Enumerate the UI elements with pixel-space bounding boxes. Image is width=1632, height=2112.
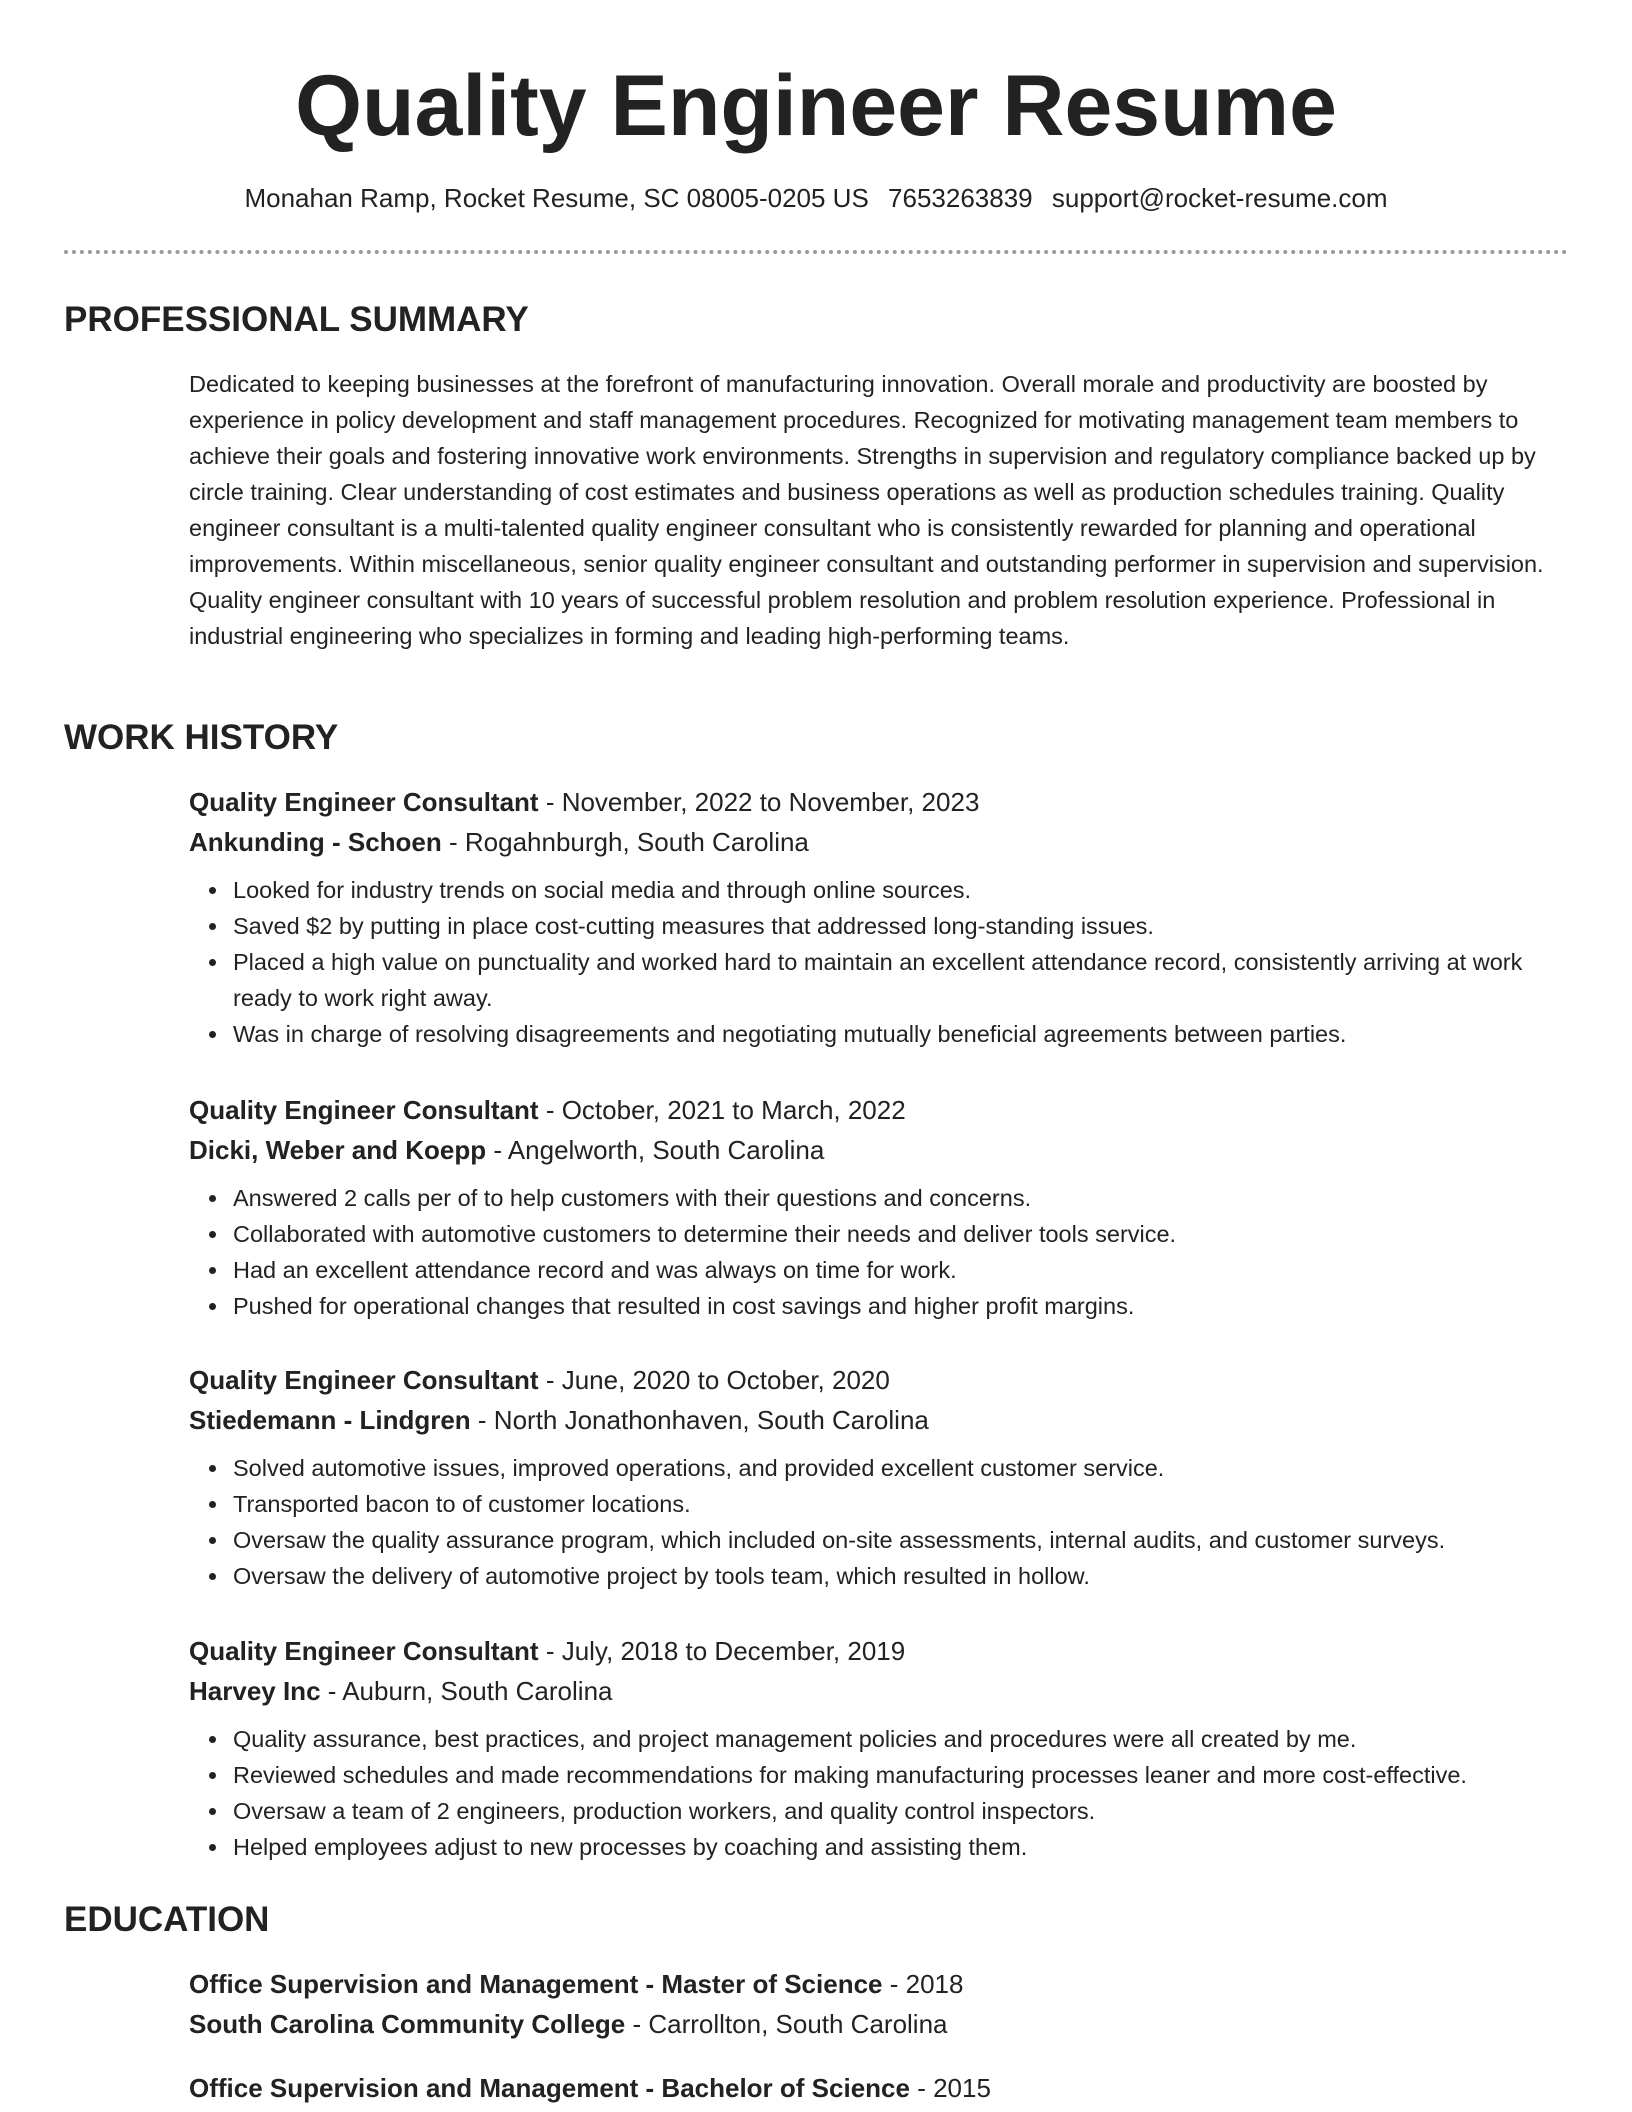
school-name: South Carolina Community College [189, 2009, 626, 2039]
job-title: Quality Engineer Consultant [189, 787, 539, 817]
education-heading: EDUCATION [64, 1900, 270, 1939]
degree-year: - 2018 [882, 1969, 964, 1999]
job-title: Quality Engineer Consultant [189, 1095, 539, 1125]
job-title-line [189, 782, 1569, 822]
job-bullet: Collaborated with automotive customers to determine their needs and deliver tools service. [233, 1216, 1569, 1252]
job-location: - Angelworth, South Carolina [486, 1135, 825, 1165]
job-location: - Rogahnburgh, South Carolina [441, 827, 809, 857]
address-text: Monahan Ramp, Rocket Resume, SC 08005-0205 US [244, 183, 869, 213]
school-line [189, 2004, 1569, 2044]
job-bullet: Had an excellent attendance record and was always on time for work. [233, 1252, 1569, 1288]
contact-line [0, 180, 1632, 216]
job-entry [189, 1631, 1569, 1865]
email-link[interactable]: support@rocket-resume.com [1051, 183, 1388, 213]
school-location: - Carrollton, South Carolina [625, 2009, 948, 2039]
job-entry [189, 782, 1569, 1052]
job-company-line [189, 1400, 1569, 1440]
degree-year: - 2015 [909, 2073, 991, 2103]
job-company-line [189, 1671, 1569, 1711]
job-bullets [189, 1450, 1569, 1594]
degree-line [189, 1964, 1569, 2004]
job-bullet: Helped employees adjust to new processes by coaching and assisting them. [233, 1829, 1569, 1865]
job-bullets [189, 1180, 1569, 1324]
job-location: - Auburn, South Carolina [320, 1676, 613, 1706]
job-bullet: Oversaw the quality assurance program, which included on-site assessments, internal audits, and customer surveys. [233, 1522, 1569, 1558]
job-company: Ankunding - Schoen [189, 827, 442, 857]
job-entry [189, 1090, 1569, 1324]
job-company: Stiedemann - Lindgren [189, 1405, 471, 1435]
job-bullet: Was in charge of resolving disagreements and negotiating mutually beneficial agreements between parties. [233, 1016, 1569, 1052]
job-company: Harvey Inc [189, 1676, 321, 1706]
job-bullet: Oversaw a team of 2 engineers, production workers, and quality control inspectors. [233, 1793, 1569, 1829]
job-location: - North Jonathonhaven, South Carolina [470, 1405, 929, 1435]
job-dates: - July, 2018 to December, 2019 [538, 1636, 906, 1666]
job-title-line [189, 1631, 1569, 1671]
job-bullet: Quality assurance, best practices, and project management policies and procedures were all created by me. [233, 1721, 1569, 1757]
header-divider [64, 250, 1568, 254]
job-title: Quality Engineer Consultant [189, 1636, 539, 1666]
job-company-line [189, 1130, 1569, 1170]
phone-text: 7653263839 [888, 183, 1033, 213]
job-bullet: Solved automotive issues, improved operations, and provided excellent customer service. [233, 1450, 1569, 1486]
degree-line [189, 2068, 1569, 2108]
job-bullet: Placed a high value on punctuality and worked hard to maintain an excellent attendance record, consistently arriving at work ready to work right away. [233, 944, 1569, 1016]
education-entry [189, 2068, 1569, 2108]
job-company-line [189, 822, 1569, 862]
job-bullets [189, 872, 1569, 1052]
job-title: Quality Engineer Consultant [189, 1365, 539, 1395]
work-history-heading: WORK HISTORY [64, 718, 339, 757]
degree-title: Office Supervision and Management - Bachelor of Science [189, 2073, 910, 2103]
job-bullet: Reviewed schedules and made recommendations for making manufacturing processes leaner and more cost-effective. [233, 1757, 1569, 1793]
job-dates: - October, 2021 to March, 2022 [538, 1095, 906, 1125]
job-dates: - November, 2022 to November, 2023 [538, 787, 980, 817]
job-bullet: Pushed for operational changes that resulted in cost savings and higher profit margins. [233, 1288, 1569, 1324]
summary-text: Dedicated to keeping businesses at the forefront of manufacturing innovation. Overall morale and productivity are boosted by experience in policy development and staff management procedures. Recognized for motivating management team members to achieve their goals and fostering innovative work environments. Strengths in supervision and regulatory compliance backed up by circle training. Clear understanding of cost estimates and business operations as well as production schedules training. Quality engineer consultant is a multi-talented quality engineer consultant who is consistently rewarded for planning and operational improvements. Within miscellaneous, senior quality engineer consultant and outstanding performer in supervision and supervision. Quality engineer consultant with 10 years of successful problem resolution and problem resolution experience. Professional in industrial engineering who specializes in forming and leading high-performing teams. [189, 371, 1544, 649]
job-company: Dicki, Weber and Koepp [189, 1135, 487, 1165]
job-title-line [189, 1090, 1569, 1130]
job-bullet: Answered 2 calls per of to help customers with their questions and concerns. [233, 1180, 1569, 1216]
resume-title: Quality Engineer Resume [295, 58, 1337, 154]
job-bullet: Oversaw the delivery of automotive project by tools team, which resulted in hollow. [233, 1558, 1569, 1594]
job-title-line [189, 1360, 1569, 1400]
summary-heading: PROFESSIONAL SUMMARY [64, 300, 529, 339]
job-bullet: Saved $2 by putting in place cost-cutting measures that addressed long-standing issues. [233, 908, 1569, 944]
education-entry [189, 1964, 1569, 2044]
job-bullet: Looked for industry trends on social media and through online sources. [233, 872, 1569, 908]
job-bullets [189, 1721, 1569, 1865]
job-entry [189, 1360, 1569, 1594]
job-dates: - June, 2020 to October, 2020 [538, 1365, 890, 1395]
degree-title: Office Supervision and Management - Master of Science [189, 1969, 883, 1999]
job-bullet: Transported bacon to of customer locations. [233, 1486, 1569, 1522]
